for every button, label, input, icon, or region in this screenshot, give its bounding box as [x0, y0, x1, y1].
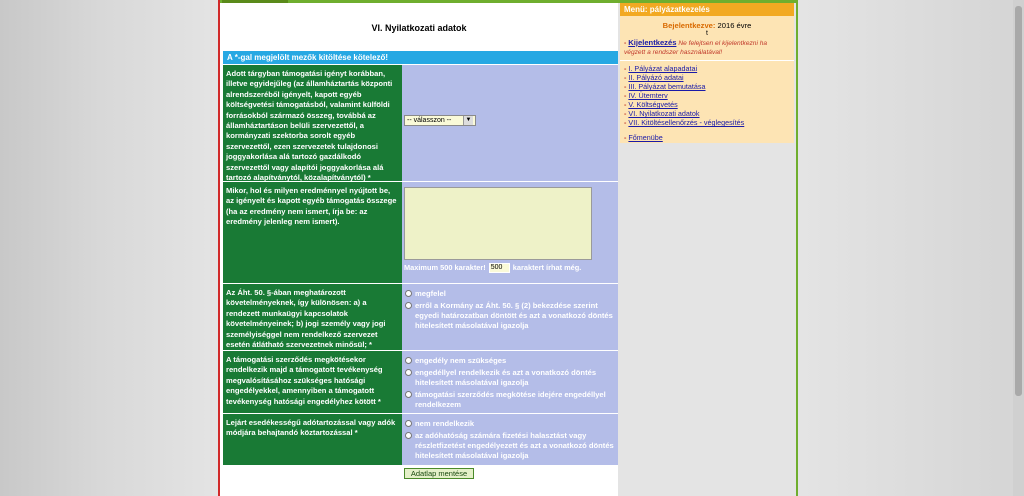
menu-item-label[interactable]: VII. Kitöltésellenőrzés - véglegesítés	[628, 118, 745, 127]
radio-button[interactable]	[405, 302, 412, 309]
radio-button[interactable]	[405, 290, 412, 297]
scrollbar-thumb[interactable]	[1015, 6, 1022, 396]
form-row-permits	[223, 351, 618, 414]
radio-button[interactable]	[405, 369, 412, 376]
menu-item-veglegesites[interactable]: - VII. Kitöltésellenőrzés - véglegesítés	[624, 118, 745, 127]
prior-support-field	[402, 65, 618, 181]
menu-item-alapadatok[interactable]: - I. Pályázat alapadatai	[624, 64, 698, 73]
form-row-aht-compliance	[223, 284, 618, 351]
radio-option[interactable]	[405, 368, 614, 388]
radio-button[interactable]	[405, 420, 412, 427]
sidebar-menu	[620, 3, 794, 143]
radio-option-label: erről a Kormány az Áht. 50. § (2) bekezdése szerint egyedi határozatban döntött és azt a vonatkozó döntés hitelesített másolatával igazolja	[415, 301, 613, 330]
login-user: t	[706, 30, 708, 37]
logout-link[interactable]: Kijelentkezés	[628, 38, 677, 47]
submission-details-textarea[interactable]	[404, 187, 592, 260]
menu-list	[620, 64, 794, 142]
logout-dash: -	[624, 40, 627, 47]
menu-divider	[620, 60, 794, 61]
aht-compliance-label: Az Áht. 50. §-ában meghatározott követelményeknek, így különösen: a) a rendezett munkaügyi kapcsolatok követelményeinek; b) jogi személy vagy jogi személyiséggel nem rendelkező szervezet esetén átlátható szervezetnek minősül; *	[223, 284, 402, 350]
prior-support-label: Adott tárgyban támogatási igényt korábban, illetve egyidejűleg (az államháztartás központi alrendszeréből igényelt, kapott egyéb költségvetési támogatásból, valamint külföldi forrásokból származó összeg, továbbá az államháztartáson belüli szervezettől, a kormányzati szektorba sorolt egyéb szervezettől, ezen szervezetek tulajdonosi joggyakorlása alá tartozó gazdálkodó szervezettől vagy alapítói joggyakorlása alá tartozó alapítványtól, közalapítványtól) *	[223, 65, 402, 181]
menu-header: Menü: pályázatkezelés	[620, 3, 794, 16]
tax-debt-label: Lejárt esedékességű adótartozással vagy adók módjára behajtandó köztartozással *	[223, 414, 402, 465]
menu-item-label[interactable]: II. Pályázó adatai	[628, 73, 684, 82]
menu-item-label[interactable]: Főmenübe	[628, 133, 663, 142]
radio-option[interactable]	[405, 289, 614, 299]
radio-option-label: engedéllyel rendelkezik és azt a vonatkozó döntés hitelesített másolatával igazolja	[415, 368, 597, 387]
char-counter	[404, 263, 581, 273]
login-label: Bejelentkezve:	[662, 21, 716, 30]
menu-item-label[interactable]: IV. Ütemterv	[628, 91, 668, 100]
radio-option[interactable]	[405, 419, 614, 429]
login-year: 2016 évre	[717, 21, 752, 30]
logout-note: Ne felejtsen el kijelentkezni ha végzett a rendszer használatával!	[624, 40, 768, 56]
required-fields-notice: A *-gal megjelölt mezők kitöltése kötelező!	[223, 51, 618, 64]
aht-compliance-field	[402, 284, 618, 350]
form-row-submission-details	[223, 182, 618, 284]
radio-option-label: engedély nem szükséges	[415, 356, 507, 365]
remaining-chars-box: 500	[489, 263, 510, 273]
radio-button[interactable]	[405, 432, 412, 439]
tax-debt-field	[402, 414, 618, 465]
radio-button[interactable]	[405, 391, 412, 398]
remaining-chars-suffix: karaktert írhat még.	[512, 263, 582, 272]
prior-support-select[interactable]	[404, 115, 476, 126]
radio-option-label: nem rendelkezik	[415, 419, 475, 428]
menu-item-label[interactable]: VI. Nyilatkozati adatok	[628, 109, 700, 118]
save-form-button[interactable]: Adatlap mentése	[404, 468, 474, 479]
radio-option-label: támogatási szerződés megkötése idejére engedéllyel rendelkezem	[415, 390, 606, 409]
menu-item-nyilatkozat[interactable]: - VI. Nyilatkozati adatok	[624, 109, 700, 118]
menu-item-label[interactable]: I. Pályázat alapadatai	[628, 64, 698, 73]
logout-section	[620, 37, 794, 57]
permits-label: A támogatási szerződés megkötésekor rendelkezik majd a támogatott tevékenység megvalósításához szükséges hatósági engedélyekkel, amennyiben a támogatott tevékenység hatósági engedélyhez kötött *	[223, 351, 402, 413]
login-status	[620, 21, 794, 30]
menu-item-bemutatas[interactable]: - III. Pályázat bemutatása	[624, 82, 706, 91]
menu-item-label[interactable]: V. Költségvetés	[628, 100, 678, 109]
permits-field	[402, 351, 618, 413]
aht-compliance-options	[405, 289, 614, 333]
select-value: -- válasszon --	[407, 116, 452, 124]
menu-item-palyazo[interactable]: - II. Pályázó adatai	[624, 73, 684, 82]
chevron-down-icon: ▼	[463, 116, 473, 125]
form-row-tax-debt	[223, 414, 618, 466]
submission-details-label: Mikor, hol és milyen eredménnyel nyújtott be, az igényelt és kapott egyéb támogatás összege (ha az eredmény nem ismert, írja be: az eredmény jelenleg nem ismert).	[223, 182, 402, 283]
page-title: VI. Nyilatkozati adatok	[371, 23, 467, 33]
menu-item-koltsegvetes[interactable]: - V. Költségvetés	[624, 100, 678, 109]
radio-option[interactable]	[405, 301, 614, 331]
main-form-panel	[220, 3, 618, 496]
max-chars-label: Maximum 500 karakter!	[404, 263, 486, 272]
radio-option-label: megfelel	[415, 289, 446, 298]
radio-option[interactable]	[405, 356, 614, 366]
right-border-line	[796, 0, 798, 496]
tax-debt-options	[405, 419, 614, 463]
form-row-prior-support	[223, 65, 618, 182]
menu-item-utemterv[interactable]: - IV. Ütemterv	[624, 91, 668, 100]
menu-item-fomenu[interactable]: - Főmenübe	[624, 133, 663, 142]
submission-details-field	[402, 182, 618, 283]
radio-option[interactable]	[405, 431, 614, 461]
radio-option-label: az adóhatóság számára fizetési halasztást vagy részletfizetést engedélyezett és azt a vonatkozó döntés hitelesített másolatával igazolja	[415, 431, 614, 460]
menu-item-label[interactable]: III. Pályázat bemutatása	[628, 82, 706, 91]
radio-button[interactable]	[405, 357, 412, 364]
permits-options	[405, 356, 614, 412]
radio-option[interactable]	[405, 390, 614, 410]
